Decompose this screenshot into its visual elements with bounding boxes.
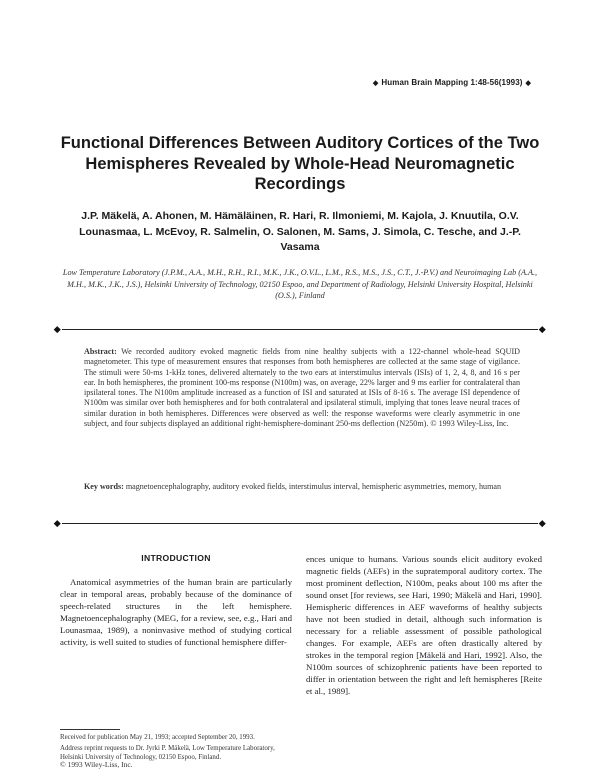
diamond-icon xyxy=(54,326,61,333)
footer-copyright: © 1993 Wiley-Liss, Inc. xyxy=(60,760,133,769)
intro-paragraph-left: Anatomical asymmetries of the human brain are particularly clear in temporal areas, probably because of the dominance of speech-related structures in the left hemisphere. Magnetoencephalography (MEG, for a review, see, e.g., Hari and Lounasmaa, 1989), a noninvasive method of studying cortical activity, is well suited to studies of functional hemisphere differ- xyxy=(60,577,292,647)
divider-bottom xyxy=(54,520,546,528)
keywords-text: magnetoencephalography, auditory evoked fields, interstimulus interval, hemispheric asymmetries, memory, human xyxy=(125,482,502,491)
abstract xyxy=(84,347,520,429)
citation-link[interactable]: Mäkelä and Hari, 1992 xyxy=(419,650,503,660)
divider-top xyxy=(54,326,546,334)
diamond-icon: ◆ xyxy=(525,80,531,87)
abstract-text: We recorded auditory evoked magnetic fields from nine healthy subjects with a 122-channel whole-head SQUID magnetometer. This type of measurement ensures that responses from both hemispheres are collected at the same stage of vigilance. The stimuli were 50-ms 1-kHz tones, delivered alternately to the two ears at interstimulus intervals (ISIs) of 1, 2, 4, 8, and 16 s per ear. In both hemispheres, the prominent 100-ms response (N100m) was, on average, 22% larger and 9 ms earlier for contralateral than ipsilateral tones. The N100m amplitude increased as a function of ISI and saturated at ISIs of 8-16 s. The average ISI dependence of N100m was similar over both hemispheres and for both contralateral and ipsilateral stimuli, implying that tones leave neural traces of similar duration in both hemispheres. Differences were observed as well: the response waveforms were clearly asymmetric in one subject, and four subjects displayed an additional right-hemisphere-dominant 250-ms deflection (N250m). xyxy=(84,347,520,429)
diamond-icon xyxy=(539,520,546,527)
journal-citation: Human Brain Mapping 1:48-56(1993) xyxy=(381,78,523,87)
diamond-icon xyxy=(54,520,61,527)
column-right xyxy=(306,553,542,697)
section-heading-introduction: INTRODUCTION xyxy=(141,553,211,563)
abstract-label: Abstract: xyxy=(84,347,117,356)
column-left xyxy=(60,553,292,648)
intro-paragraph-right xyxy=(306,553,542,697)
keywords-label: Key words: xyxy=(84,482,124,491)
author-list: J.P. Mäkelä, A. Ahonen, M. Hämäläinen, R. Hari, R. Ilmoniemi, M. Kajola, J. Knuutila, O.V. Lounasmaa, L. McEvoy, R. Salmelin, O. Salonen, M. Sams, J. Simola, C. Tesche, and J.-P. Vasama xyxy=(79,210,521,254)
diamond-icon xyxy=(539,326,546,333)
intro-text-part2: ]. Also, the N100m sources of schizophrenic patients have been reported to differ in orientation between the right and left hemispheres [Reite et al., 1989]. xyxy=(306,650,542,696)
journal-header xyxy=(370,78,534,87)
footnote-address: Address reprint requests to Dr. Jyrki P. Mäkelä, Low Temperature Laboratory, Helsinki University of Technology, 02150 Espoo, Finland. xyxy=(60,745,275,761)
abstract-copyright: © 1993 Wiley-Liss, Inc. xyxy=(430,419,509,429)
footnote-rule xyxy=(60,729,120,730)
intro-text-part1: ences unique to humans. Various sounds elicit auditory evoked magnetic fields (AEFs) in the supratemporal auditory cortex. The most prominent deflection, N100m, peaks about 100 ms after the sound onset [for reviews, see Hari, 1990; Mäkelä and Hari, 1990]. Hemispheric differences in AEF waveforms of healthy subjects have not been studied in detail, although such information is necessary for a reliable assessment of possible pathological changes. For example, AEFs are often drastically altered by strokes in the temporal region [ xyxy=(306,554,542,660)
diamond-icon: ◆ xyxy=(372,80,379,87)
keywords xyxy=(84,482,520,492)
affiliation: Low Temperature Laboratory (J.P.M., A.A., M.H., R.H., R.I., M.K., J.K., O.V.L., L.M., R.S., M.S., J.S., C.T., J.-P.V.) and Neuroimaging Lab (A.A., M.H., M.K., J.K., J.S.), Helsinki University of Technology, 02150 Espoo, and Department of Radiology, Helsinki University Hospital, Helsinki (O.S.), Finland xyxy=(62,268,538,301)
paper-title: Functional Differences Between Auditory Cortices of the Two Hemispheres Revealed by Whole-Head Neuromagnetic Recordings xyxy=(60,134,540,193)
footnote-received: Received for publication May 21, 1993; accepted September 20, 1993. xyxy=(60,734,255,741)
